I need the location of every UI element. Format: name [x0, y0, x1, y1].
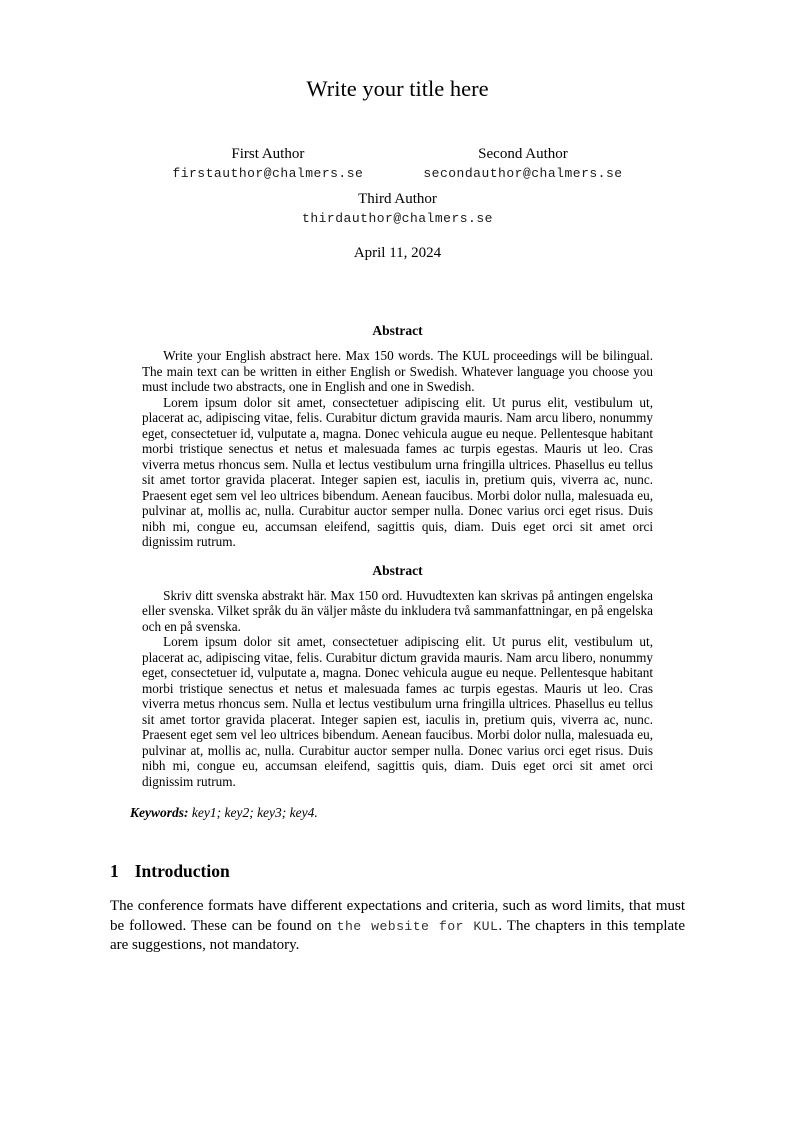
- authors-row-1: [110, 145, 685, 183]
- keywords-values: key1; key2; key3; key4.: [188, 805, 318, 820]
- paper-title: Write your title here: [306, 76, 489, 101]
- abstract-english: [142, 323, 653, 550]
- section-heading-introduction: [110, 861, 685, 882]
- section-title: Introduction: [134, 861, 230, 881]
- author-second: [423, 145, 622, 183]
- introduction-text-after-link: . The chapters in this template are suggestions, not mandatory.: [110, 917, 685, 953]
- abstract-swedish-paragraph-2: Lorem ipsum dolor sit amet, consectetuer adipiscing elit. Ut purus elit, vestibulum ut, placerat ac, adipiscing vitae, felis. Curabitur dictum gravida mauris. Nam arcu libero, nonummy eget, consectetuer id, vulputate a, magna. Donec vehicula augue eu neque. Pellentesque habitant morbi tristique senectus et netus et malesuada fames ac turpis egestas. Mauris ut leo. Cras viverra metus rhoncus sem. Nulla et lectus vestibulum urna fringilla ultrices. Phasellus eu tellus sit amet tortor gravida placerat. Integer sapien est, iaculis in, pretium quis, viverra ac, nunc. Praesent eget sem vel leo ultrices bibendum. Aenean faucibus. Morbi dolor nulla, malesuada eu, pulvinar at, mollis ac, nulla. Curabitur auctor semper nulla. Donec varius orci eget risus. Duis nibh mi, congue eu, accumsan eleifend, sagittis quis, diam. Duis eget orci sit amet orci dignissim rutrum.: [142, 634, 653, 789]
- abstract-english-paragraph-2: Lorem ipsum dolor sit amet, consectetuer adipiscing elit. Ut purus elit, vestibulum ut, placerat ac, adipiscing vitae, felis. Curabitur dictum gravida mauris. Nam arcu libero, nonummy eget, consectetuer id, vulputate a, magna. Donec vehicula augue eu neque. Pellentesque habitant morbi tristique senectus et netus et malesuada fames ac turpis egestas. Mauris ut leo. Cras viverra metus rhoncus sem. Nulla et lectus vestibulum urna fringilla ultrices. Phasellus eu tellus sit amet tortor gravida placerat. Integer sapien est, iaculis in, pretium quis, viverra ac, nunc. Praesent eget sem vel leo ultrices bibendum. Aenean faucibus. Morbi dolor nulla, malesuada eu, pulvinar at, mollis ac, nulla. Curabitur auctor semper nulla. Donec varius orci eget risus. Duis nibh mi, congue eu, accumsan eleifend, sagittis quis, diam. Duis eget orci sit amet orci dignissim rutrum.: [142, 394, 653, 549]
- abstract-swedish-paragraph-1: Skriv ditt svenska abstrakt här. Max 150 ord. Huvudtexten kan skrivas på antingen engelska eller svenska. Vilket språk du än väljer måste du inkludera två sammanfattningar, en på engelska och en på svenska.: [142, 587, 653, 634]
- section-number: 1: [110, 861, 119, 881]
- author-first: [172, 145, 363, 183]
- abstract-english-paragraph-1: Write your English abstract here. Max 150 words. The KUL proceedings will be bilingual. The main text can be written in either English or Swedish. Whatever language you choose you must include two abstracts, one in English and one in Swedish.: [142, 348, 653, 394]
- authors-row-2: [110, 183, 685, 228]
- paper-date: April 11, 2024: [353, 245, 442, 261]
- author-email: thirdauthor@chalmers.se: [302, 211, 493, 226]
- keywords-line: [130, 805, 685, 821]
- author-email: secondauthor@chalmers.se: [423, 166, 623, 181]
- keywords-label: Keywords:: [130, 805, 189, 820]
- author-name: Second Author: [478, 146, 568, 162]
- author-name: Third Author: [358, 191, 437, 207]
- abstract-swedish: [142, 563, 653, 790]
- abstract-english-heading: Abstract: [372, 323, 423, 338]
- introduction-paragraph: [110, 897, 685, 956]
- author-name: First Author: [231, 146, 305, 162]
- author-email: firstauthor@chalmers.se: [172, 166, 364, 181]
- kul-website-link[interactable]: the website for KUL: [336, 918, 499, 934]
- author-third: [302, 190, 493, 228]
- introduction-text-before-link: The conference formats have different expectations and criteria, such as word limits, that must be followed. These can be found on: [110, 898, 685, 934]
- abstract-swedish-heading: Abstract: [372, 562, 423, 578]
